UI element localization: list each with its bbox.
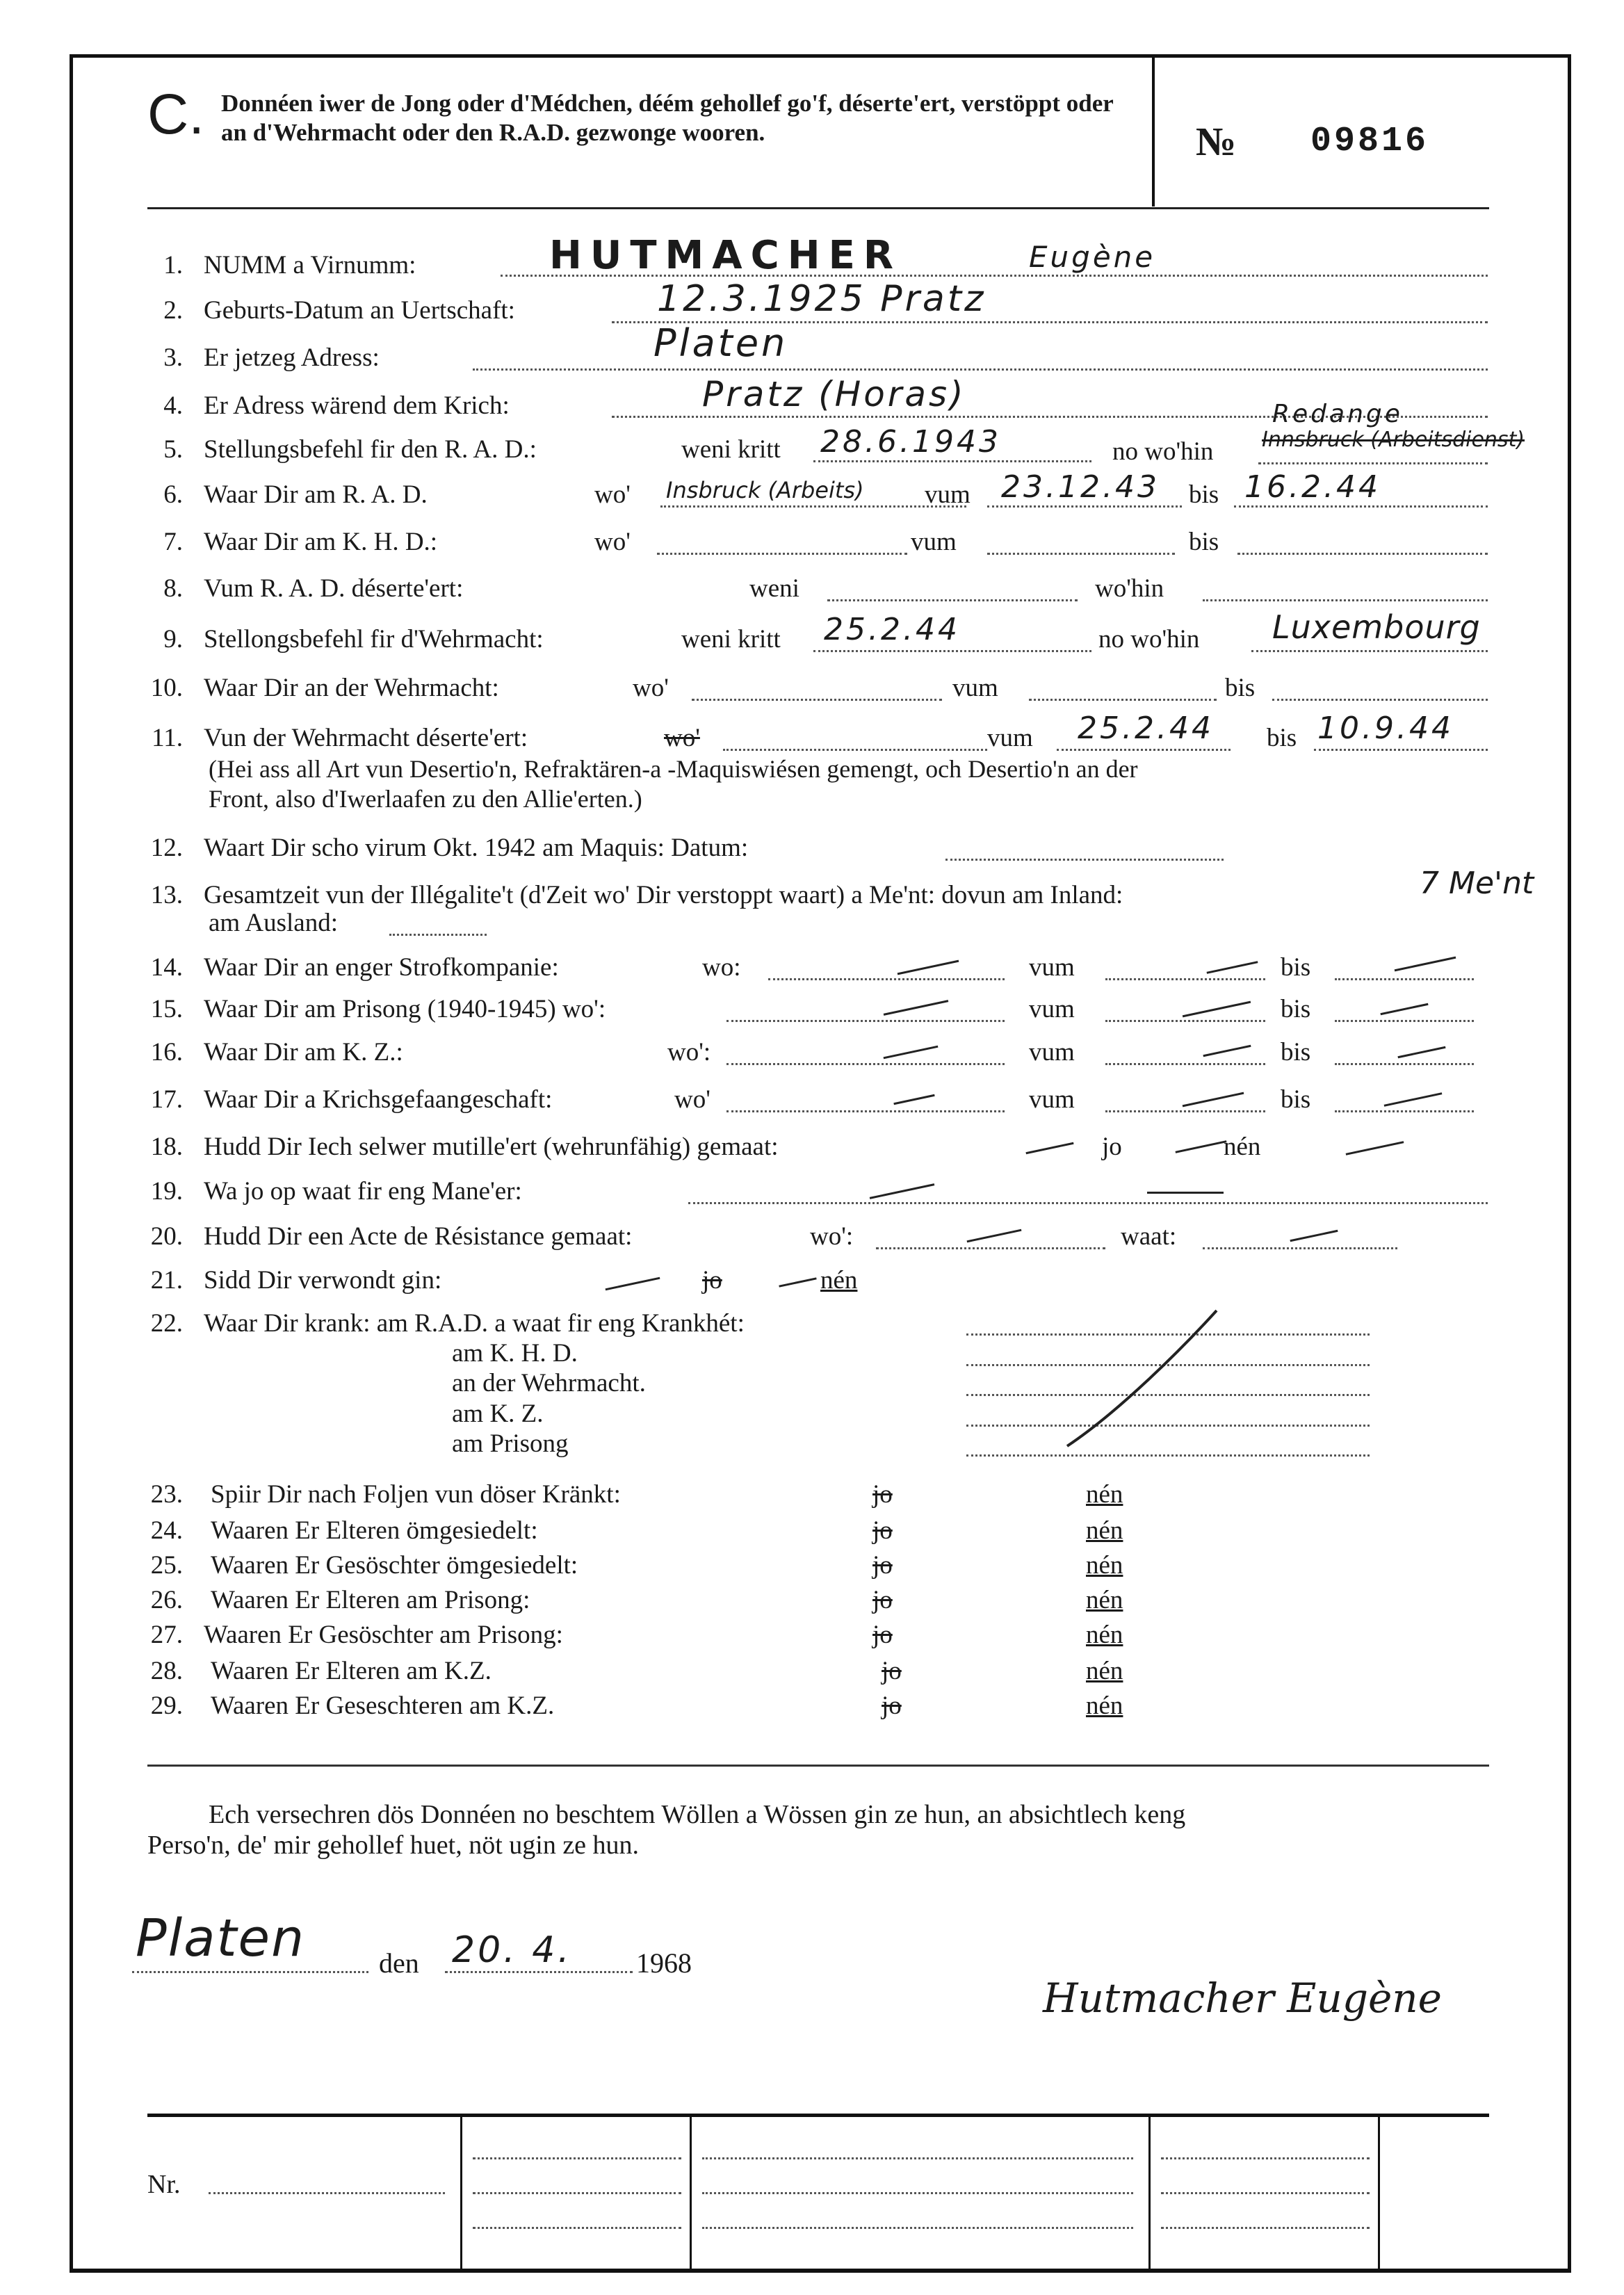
fill-line: [473, 368, 1488, 371]
strike-slash: [1057, 1307, 1224, 1453]
row-label: Waar Dir am K. Z.:: [204, 1038, 403, 1067]
fill-line: [692, 699, 942, 701]
fill-line: [702, 2157, 1133, 2159]
section-letter: C.: [147, 83, 204, 146]
row-number: 24.: [150, 1516, 183, 1545]
header-rule: [147, 207, 1489, 209]
row-number: 14.: [150, 953, 183, 982]
row-label: Gesamtzeit vun der Illégalite't (d'Zeit wo' Dir verstoppt waart) a Me'nt: dovun am Inland:: [204, 881, 1123, 909]
fill-line: [473, 2157, 681, 2159]
fill-line: [660, 505, 966, 508]
row-label-3: waat:: [1121, 1222, 1177, 1251]
fill-line: [1335, 978, 1474, 980]
fill-line: [389, 934, 487, 936]
fill-line: [1272, 699, 1488, 701]
wehrmacht-order-date-value: 25.2.44: [824, 612, 960, 647]
strike-dash: [1147, 1192, 1224, 1194]
row-label-3: vum: [1029, 995, 1075, 1023]
fill-line: [1203, 599, 1488, 601]
fill-line: [1105, 1110, 1265, 1112]
fill-line: [987, 505, 1182, 508]
row-number: 18.: [150, 1133, 183, 1161]
row-label-3: no wo'hin: [1112, 437, 1214, 466]
fill-line: [1161, 2157, 1370, 2159]
row-note: Front, also d'Iwerlaafen zu den Allie'erten.): [209, 785, 642, 813]
row-number: 17.: [150, 1085, 183, 1114]
date-value: 20. 4.: [452, 1929, 572, 1971]
fill-line: [702, 2227, 1133, 2229]
row-number: 3.: [163, 343, 183, 372]
row-number: 13.: [150, 881, 183, 909]
row-number: 7.: [163, 528, 183, 556]
row-label-3: no wo'hin: [1098, 625, 1200, 654]
rad-until-value: 16.2.44: [1244, 469, 1381, 505]
row-number: 20.: [150, 1222, 183, 1251]
given-name-value: Eugène: [1029, 240, 1156, 274]
current-address-value: Platen: [653, 321, 788, 365]
fill-line: [1105, 978, 1265, 980]
row-label-2: wo': [674, 1085, 710, 1114]
no-option: nén: [1086, 1551, 1123, 1580]
row-number: 10.: [150, 674, 183, 702]
row-number: 8.: [163, 574, 183, 603]
fill-line: [726, 1110, 1005, 1112]
row-label: Vun der Wehrmacht déserte'ert:: [204, 724, 528, 752]
fill-line: [827, 599, 1078, 601]
table-divider: [1378, 2117, 1380, 2269]
row-number: 23.: [150, 1480, 183, 1509]
fill-line: [473, 2192, 681, 2194]
row-number: 21.: [150, 1266, 183, 1295]
row-label: Stellongsbefehl fir d'Wehrmacht:: [204, 625, 544, 654]
row-label: Waart Dir scho virum Okt. 1942 am Maquis: Datum:: [204, 834, 749, 862]
fill-line: [813, 460, 1091, 462]
fill-line: [1335, 1063, 1474, 1065]
row-note: (Hei ass all Art vun Desertio'n, Refraktären-a -Maquiswiésen gemengt, och Desertio'n an der: [209, 755, 1138, 783]
yes-option: jo: [872, 1516, 893, 1545]
section-separator: [147, 1765, 1489, 1767]
fill-line: [1237, 553, 1488, 555]
row-label: Waaren Er Elteren ömgesiedelt:: [211, 1516, 538, 1545]
no-option: nén: [1224, 1133, 1261, 1161]
yes-option: jo: [872, 1551, 893, 1580]
date-label: den: [379, 1947, 419, 1979]
row-label: Waar Dir a Krichsgefaangeschaft:: [204, 1085, 553, 1114]
row-number: 15.: [150, 995, 183, 1023]
nr-label: Nr.: [147, 2170, 181, 2199]
row-label-4: bis: [1267, 724, 1297, 752]
sub-label: an der Wehrmacht.: [452, 1369, 646, 1397]
row-number: 28.: [150, 1657, 183, 1685]
row-label: Er jetzeg Adress:: [204, 343, 380, 372]
fill-line: [1105, 1063, 1265, 1065]
row-label: Waaren Er Geseschteren am K.Z.: [211, 1692, 555, 1720]
row-label-4: bis: [1225, 674, 1256, 702]
row-label: Waar Dir am R. A. D.: [204, 480, 428, 509]
row-number: 26.: [150, 1586, 183, 1614]
surname-value: HUTMACHER: [549, 233, 902, 278]
no-option: nén: [1086, 1480, 1123, 1509]
row-label-2: wo': [633, 674, 669, 702]
row-label-2: weni kritt: [681, 625, 781, 654]
row-number: 6.: [163, 480, 183, 509]
row-number: 19.: [150, 1177, 183, 1206]
no-option: nén: [1086, 1586, 1123, 1614]
row-label: Wa jo op waat fir eng Mane'er:: [204, 1177, 522, 1206]
year-value: 1968: [636, 1947, 692, 1979]
row-label: Er Adress wärend dem Krich:: [204, 391, 510, 420]
number-label: №: [1196, 119, 1237, 164]
row-number: 4.: [163, 391, 183, 420]
row-label: Waaren Er Gesöschter am Prisong:: [204, 1621, 563, 1649]
yes-option: jo: [882, 1657, 902, 1685]
row-label: Vum R. A. D. déserte'ert:: [204, 574, 464, 603]
place-value: Platen: [136, 1908, 305, 1968]
row-label-3: vum: [1029, 1038, 1075, 1067]
fill-line: [987, 553, 1175, 555]
fill-line: [1234, 505, 1488, 508]
row-label-3: vum: [987, 724, 1033, 752]
wehrmacht-destination-value: Luxembourg: [1272, 608, 1481, 646]
row-number: 2.: [163, 296, 183, 325]
rad-from-value: 23.12.43: [1001, 469, 1160, 505]
fill-line: [688, 1202, 1488, 1204]
yes-option: jo: [872, 1480, 893, 1509]
row-label-3: vum: [911, 528, 957, 556]
row-label: Waar Dir an der Wehrmacht:: [204, 674, 499, 702]
declaration-text: Perso'n, de' mir gehollef huet, nöt ugin ze hun.: [147, 1831, 640, 1860]
sub-label: am K. H. D.: [452, 1339, 578, 1368]
row-label-2: wo':: [667, 1038, 711, 1067]
section-title: Donnéen iwer de Jong oder d'Médchen, déém gehollef go'f, déserte'ert, verstöppt oder an d'Wehrmacht oder den R.A.D. gezwonge wooren.: [221, 90, 1114, 146]
fill-line: [1161, 2227, 1370, 2229]
row-label-2: wo:: [702, 953, 741, 982]
row-label: Waaren Er Elteren am K.Z.: [211, 1657, 492, 1685]
table-divider: [690, 2117, 692, 2269]
fill-line: [132, 1971, 368, 1973]
no-option: nén: [1086, 1692, 1123, 1720]
yes-option: jo: [882, 1692, 902, 1720]
fill-line: [702, 2192, 1133, 2194]
form-number: 09816: [1310, 122, 1429, 161]
yes-option: jo: [1102, 1133, 1122, 1161]
row-label-4: bis: [1281, 953, 1311, 982]
row-label: Sidd Dir verwondt gin:: [204, 1266, 442, 1295]
no-option: nén: [1086, 1516, 1123, 1545]
fill-line: [726, 1063, 1005, 1065]
row-label-2: wo':: [810, 1222, 854, 1251]
row-number: 29.: [150, 1692, 183, 1720]
row-number: 12.: [150, 834, 183, 862]
fill-line: [1335, 1020, 1474, 1022]
row-label-2: wo': [664, 724, 700, 752]
row-number: 11.: [152, 724, 183, 752]
desertion-until-value: 10.9.44: [1317, 711, 1454, 746]
row-label-2: weni kritt: [681, 435, 781, 464]
row-label: Geburts-Datum an Uertschaft:: [204, 296, 515, 325]
row-label-2: wo': [594, 480, 631, 509]
sub-label: am K. Z.: [452, 1400, 544, 1428]
office-use-table: [147, 2114, 1489, 2269]
row-label: Waar Dir am Prisong (1940-1945) wo':: [204, 995, 606, 1023]
redange-note: Redange: [1272, 400, 1403, 428]
fill-line: [723, 749, 987, 751]
row-label: Hudd Dir een Acte de Résistance gemaat:: [204, 1222, 633, 1251]
row-label: Stellungsbefehl fir den R. A. D.:: [204, 435, 537, 464]
row-label-4: bis: [1281, 1038, 1311, 1067]
row-label-4: bis: [1189, 480, 1219, 509]
row-label-2: am Ausland:: [209, 909, 339, 937]
row-label: Spiir Dir nach Foljen vun döser Kränkt:: [211, 1480, 621, 1509]
rad-order-date-value: 28.6.1943: [820, 424, 1001, 460]
row-label: Waar Dir krank: am R.A.D. a waat fir eng Krankhét:: [204, 1309, 745, 1338]
table-divider: [460, 2117, 462, 2269]
row-number: 27.: [150, 1621, 183, 1649]
rad-location-value: Insbruck (Arbeits): [666, 477, 864, 503]
row-number: 25.: [150, 1551, 183, 1580]
no-option: nén: [820, 1266, 858, 1295]
fill-line: [813, 650, 1091, 652]
fill-line: [1335, 1110, 1474, 1112]
row-number: 22.: [150, 1309, 183, 1338]
row-label-4: bis: [1189, 528, 1219, 556]
row-label: Waar Dir am K. H. D.:: [204, 528, 438, 556]
desertion-from-value: 25.2.44: [1078, 711, 1214, 746]
inland-months-value: 7 Me'nt: [1420, 866, 1534, 901]
fill-line: [473, 2227, 681, 2229]
table-divider: [1148, 2117, 1151, 2269]
fill-line: [945, 859, 1224, 861]
fill-line: [1029, 699, 1217, 701]
rad-destination-crossed: Innsbruck (Arbeitsdienst): [1262, 428, 1525, 452]
yes-option: jo: [702, 1266, 722, 1295]
row-label-3: vum: [952, 674, 998, 702]
war-address-value: Pratz (Horas): [702, 374, 966, 414]
birth-date-place-value: 12.3.1925 Pratz: [657, 278, 986, 320]
fill-line: [966, 1454, 1370, 1457]
row-label-4: bis: [1281, 1085, 1311, 1114]
row-label-3: vum: [1029, 953, 1075, 982]
row-number: 16.: [150, 1038, 183, 1067]
row-label-3: vum: [925, 480, 971, 509]
row-label: NUMM a Virnumm:: [204, 251, 416, 279]
row-label: Hudd Dir Iech selwer mutille'ert (wehrunfähig) gemaat:: [204, 1133, 779, 1161]
fill-line: [768, 978, 1005, 980]
fill-line: [209, 2192, 445, 2194]
row-label-3: vum: [1029, 1085, 1075, 1114]
fill-line: [726, 1020, 1005, 1022]
fill-line: [657, 553, 907, 555]
row-number: 9.: [163, 625, 183, 654]
fill-line: [1258, 462, 1488, 464]
row-number: 5.: [163, 435, 183, 464]
row-label-2: wo': [594, 528, 631, 556]
row-label-4: bis: [1281, 995, 1311, 1023]
fill-line: [1203, 1247, 1397, 1249]
yes-option: jo: [872, 1586, 893, 1614]
declaration-text: Ech versechren dös Donnéen no beschtem Wöllen a Wössen gin ze hun, an absichtlech keng: [209, 1800, 1186, 1829]
yes-option: jo: [872, 1621, 893, 1649]
row-label: Waaren Er Elteren am Prisong:: [211, 1586, 530, 1614]
row-label: Waaren Er Gesöschter ömgesiedelt:: [211, 1551, 578, 1580]
row-label-3: wo'hin: [1095, 574, 1164, 603]
no-option: nén: [1086, 1657, 1123, 1685]
fill-line: [876, 1247, 1105, 1249]
fill-line: [1057, 749, 1231, 751]
fill-line: [1251, 650, 1488, 652]
no-option: nén: [1086, 1621, 1123, 1649]
row-number: 1.: [163, 251, 183, 279]
fill-line: [1314, 749, 1488, 751]
row-label: Waar Dir an enger Strofkompanie:: [204, 953, 559, 982]
signature: Hutmacher Eugène: [1043, 1974, 1442, 2022]
header-divider: [1152, 58, 1155, 206]
row-label-2: weni: [749, 574, 799, 603]
fill-line: [445, 1971, 633, 1973]
sub-label: am Prisong: [452, 1429, 569, 1458]
fill-line: [1161, 2192, 1370, 2194]
fill-line: [1105, 1020, 1265, 1022]
